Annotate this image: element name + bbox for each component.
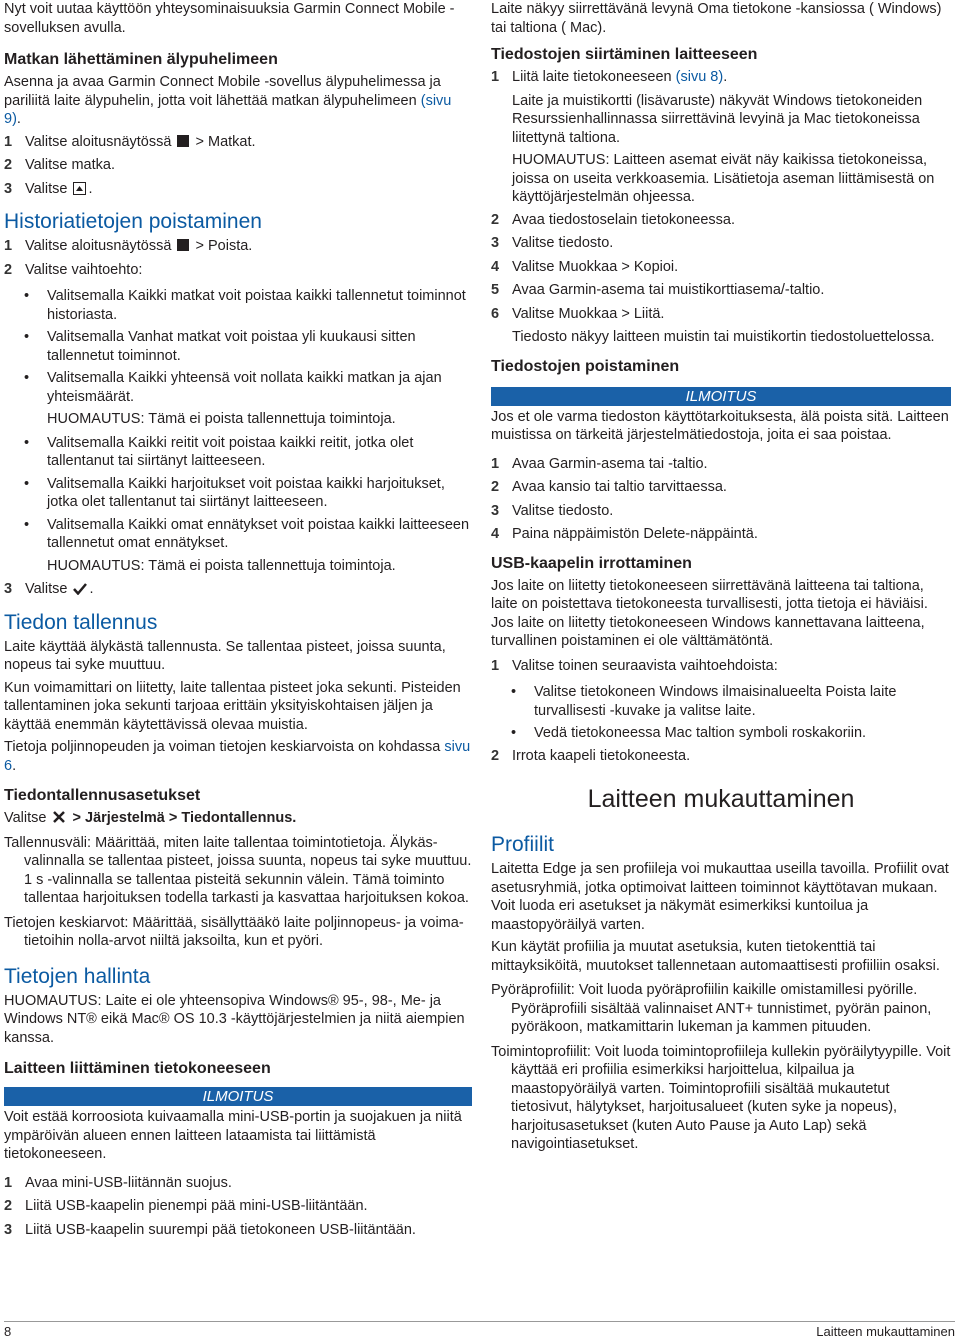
history-note: HUOMAUTUS: Tämä ei poista tallennettuja toimintoja. [47, 557, 396, 574]
usb-option: • Vedä tietokoneessa Mac taltion symboli roskakoriin. [491, 724, 951, 743]
connect-step: 3 Liitä USB-kaapelin suurempi pää tietokoneen USB-liitäntään. [4, 1221, 416, 1238]
delete-notice: Jos et ole varma tiedoston käyttötarkoituksesta, älä poista sitä. Laitteen muistissa on tärkeitä järjestelmätiedostoja, joita ei saa poistaa. [491, 408, 949, 443]
record-section-title: Tiedon tallennus [4, 610, 158, 634]
record-paragraph: Laite käyttää älykästä tallennusta. Se tallentaa pisteet, joissa suunta, nopeus tai syke muuttuu. [4, 638, 446, 673]
connect-step: 2 Liitä USB-kaapelin pienempi pää mini-USB-liitäntään. [4, 1198, 368, 1214]
delete-step: 1 Avaa Garmin-asema tai -taltio. [491, 455, 708, 472]
chapter-title: Laitteen mukauttaminen [587, 785, 855, 813]
usb-text: Jos laite on liitetty tietokoneeseen siirrettävänä laitteena tai taltiona, laite on poistettava tietokoneesta turvallisesti, jotta tietoja ei häviäisi. Jos laite on liitetty tietokoneeseen Windows kannettavana laitteena, turvallinen poistaminen ei ole välttämätöntä. [491, 577, 928, 649]
page-number: 8 [4, 1324, 12, 1339]
usb-section-title: USB-kaapelin irrottaminen [491, 554, 692, 572]
record-link[interactable]: sivu 6 [4, 739, 471, 774]
transfer-step: 5 Avaa Garmin-asema tai muistikorttiasema/-taltio. [491, 282, 825, 298]
usb-step-2: 2 Irrota kaapeli tietokoneesta. [491, 747, 691, 764]
delete-section-title: Tiedostojen poistaminen [491, 357, 680, 375]
history-step-2: 2 Valitse vaihtoehto: [4, 261, 143, 278]
history-step-1: 1 Valitse aloitusnäytössä > Poista. [4, 238, 253, 254]
delete-step: 3 Valitse tiedosto. [491, 502, 614, 519]
footer-section: Laitteen mukauttaminen [816, 1324, 955, 1339]
send-step-2: 2 Valitse matka. [4, 157, 115, 173]
transfer-step-1: 1 Liitä laite tietokoneeseen (sivu 8). [491, 69, 728, 85]
profiles-paragraph: Laitetta Edge ja sen profiileja voi mukauttaa useilla tavoilla. Profiilit ovat asetusryhmiä, jotka optimoivat laitteen toiminnot käyttötavan mukaan. Voit luoda eri asetukset ja näkymät esimerkiksi kuntoilua ja maastopyöräilyä varten. [491, 861, 949, 933]
send-text: Asenna ja avaa Garmin Connect Mobile -sovellus älypuhelimessa ja pariliitä laite älypuhelin, jotta voit lähettää matkan älypuhelimeen (sivu 9). [4, 74, 452, 127]
history-option: • Valitsemalla Vanhat matkat voit poistaa yli kuukausi sitten tallennetut toiminnot. [4, 328, 472, 365]
usb-step-1: 1 Valitse toinen seuraavista vaihtoehdoista: [491, 657, 778, 674]
left-column [4, 0, 472, 1244]
activity-profiles-definition: Toimintoprofiilit: Voit luoda toimintoprofiileja kullekin pyöräilytyypille. Voit käyttää eri profiilia esimerkiksi harjoittelua, kilpailua ja maastopyöräilyä varten. Toimintoprofiili sisältää mukautetut tietosivut, hälytykset, harjoitusalueet (kuten syke ja nopeus), harjoitusasetukset (kuten Auto Pause ja Auto Lap) sekä navigointiasetukset. [491, 1043, 951, 1152]
profiles-section-title: Profiilit [491, 833, 555, 856]
history-note: HUOMAUTUS: Tämä ei poista tallennettuja toimintoja. [47, 411, 396, 427]
notice-banner: ILMOITUS [491, 387, 951, 406]
right-column [491, 0, 951, 1160]
connect-step: 1 Avaa mini-USB-liitännän suojus. [4, 1174, 232, 1191]
bike-profiles-definition: Pyöräprofiilit: Voit luoda pyöräprofiilin kaikille omistamillesi pyörille. Pyöräprofiili sisältää valinnaiset ANT+ tunnistimet, pyörän painon, pyöräkoon, matkamittarin lukeman ja kammen pituuden. [491, 982, 932, 1035]
continued-text: Laite näkyy siirrettävänä levynä Oma tietokone -kansiossa ( Windows) tai taltiona ( Mac). [491, 1, 942, 36]
usb-option: • Valitse tietokoneen Windows ilmaisinalueelta Poista laite turvallisesti -kuvake ja valitse laite. [491, 683, 951, 720]
send-link[interactable]: (sivu 9) [4, 92, 452, 127]
data-averaging-definition: Tietojen keskiarvot: Määrittää, sisällyttääkö laite poljinnopeus- ja voima-tietoihin nolla-arvot niiltä jaksoilta, kun et pyöri. [4, 914, 464, 949]
manage-note: HUOMAUTUS: Laite ei ole yhteensopiva Windows® 95-, 98-, Me- ja Windows NT® eikä Mac® OS 10.3 -käyttöjärjestelmien ja niitä aiempien kanssa. [4, 992, 465, 1046]
history-step-3: 3 Valitse . [4, 581, 94, 597]
history-option: • Valitsemalla Kaikki omat ennätykset voit poistaa kaikki laitteeseen tallennetut omat ennätykset. [4, 516, 472, 553]
transfer-step: 4 Valitse Muokkaa > Kopioi. [491, 258, 679, 275]
record-paragraph: Tietoja poljinnopeuden ja voiman tietojen keskiarvoista on kohdassa sivu 6. [4, 739, 471, 774]
history-section-title: Historiatietojen poistaminen [4, 210, 262, 233]
send-to-phone-icon [73, 182, 86, 195]
history-option: • Valitsemalla Kaikki yhteensä voit nollata kaikki matkan ja ajan yhteismäärät. [4, 369, 472, 406]
checkmark-icon [73, 583, 87, 595]
record-paragraph: Kun voimamittari on liitetty, laite tallentaa pisteet joka sekunti. Pisteiden tallentaminen joka sekunti tarjoaa erittäin yksityiskohtaisen jäljen ja käyttää enemmän käytettävissä olevaa muistia. [4, 679, 461, 733]
record-interval-definition: Tallennusväli: Määrittää, miten laite tallentaa toimintotietoja. Älykäs-valinnalla se tallentaa pisteet, joissa suunta, nopeus tai syke muuttuu. 1 s -valinnalla se tallentaa pisteitä sekunnin välein. Tämä toiminto tallentaa harjoituksen todella tarkasti ja kasvattaa harjoituksen kokoa. [4, 834, 472, 906]
profiles-paragraph: Kun käytät profiilia ja muutat asetuksia, kuten tietokenttiä tai mittayksiköitä, muutokset tallennetaan automaattisesti profiiliin osaksi. [491, 939, 940, 974]
settings-path: Valitse > Järjestelmä > Tiedontallennus. [4, 810, 297, 826]
transfer-note: HUOMAUTUS: Laitteen asemat eivät näy kaikissa tietokoneissa, joissa on useita verkkoasemia. Lisätietoja aseman liittämisestä on käyttöjärjestelmän ohjeessa. [512, 152, 935, 205]
page-footer [4, 1321, 955, 1339]
transfer-sub: Tiedosto näkyy laitteen muistin tai muistikortin tiedostoluettelossa. [512, 329, 935, 345]
delete-step: 2 Avaa kansio tai taltio tarvittaessa. [491, 479, 727, 495]
history-option: • Valitsemalla Kaikki reitit voit poistaa kaikki reitit, jotka olet tallentanut tai siirtänyt laitteeseen. [4, 434, 472, 471]
send-step-1: 1 Valitse aloitusnäytössä > Matkat. [4, 133, 256, 150]
transfer-link[interactable]: (sivu 8) [675, 69, 724, 85]
home-icon [177, 135, 189, 147]
manage-section-title: Tietojen hallinta [4, 964, 151, 988]
settings-section-title: Tiedontallennusasetukset [4, 787, 201, 804]
transfer-step: 3 Valitse tiedosto. [491, 235, 614, 251]
home-icon [177, 239, 189, 251]
transfer-step: 6 Valitse Muokkaa > Liitä. [491, 305, 665, 322]
transfer-section-title: Tiedostojen siirtäminen laitteeseen [491, 46, 758, 63]
send-step-3: 3 Valitse . [4, 180, 93, 197]
delete-step: 4 Paina näppäimistön Delete-näppäintä. [491, 526, 758, 542]
send-section-title: Matkan lähettäminen älypuhelimeen [4, 51, 278, 68]
connect-section-title: Laitteen liittäminen tietokoneeseen [4, 1060, 271, 1077]
intro-text: Nyt voit uutaa käyttöön yhteysominaisuuksia Garmin Connect Mobile -sovelluksen avulla. [4, 1, 455, 36]
wrench-icon [52, 810, 66, 824]
notice-banner: ILMOITUS [4, 1087, 472, 1106]
transfer-sub: Laite ja muistikortti (lisävaruste) näkyvät Windows tietokoneiden Resurssienhallinnassa siirrettävinä levyinä ja Mac tietokoneissa liitettynä taltiona. [512, 92, 923, 146]
transfer-step: 2 Avaa tiedostoselain tietokoneessa. [491, 211, 736, 228]
history-option: • Valitsemalla Kaikki matkat voit poistaa kaikki tallennetut toiminnot historiasta. [4, 287, 472, 324]
connect-notice: Voit estää korroosiota kuivaamalla mini-USB-portin ja suojakuen ja niitä ympäröivän alueen ennen laitteen lataamista tai liittämistä tietokoneeseen. [4, 1109, 462, 1162]
history-option: • Valitsemalla Kaikki harjoitukset voit poistaa kaikki harjoitukset, jotka olet tallentanut tai siirtänyt laitteeseen. [4, 475, 472, 512]
